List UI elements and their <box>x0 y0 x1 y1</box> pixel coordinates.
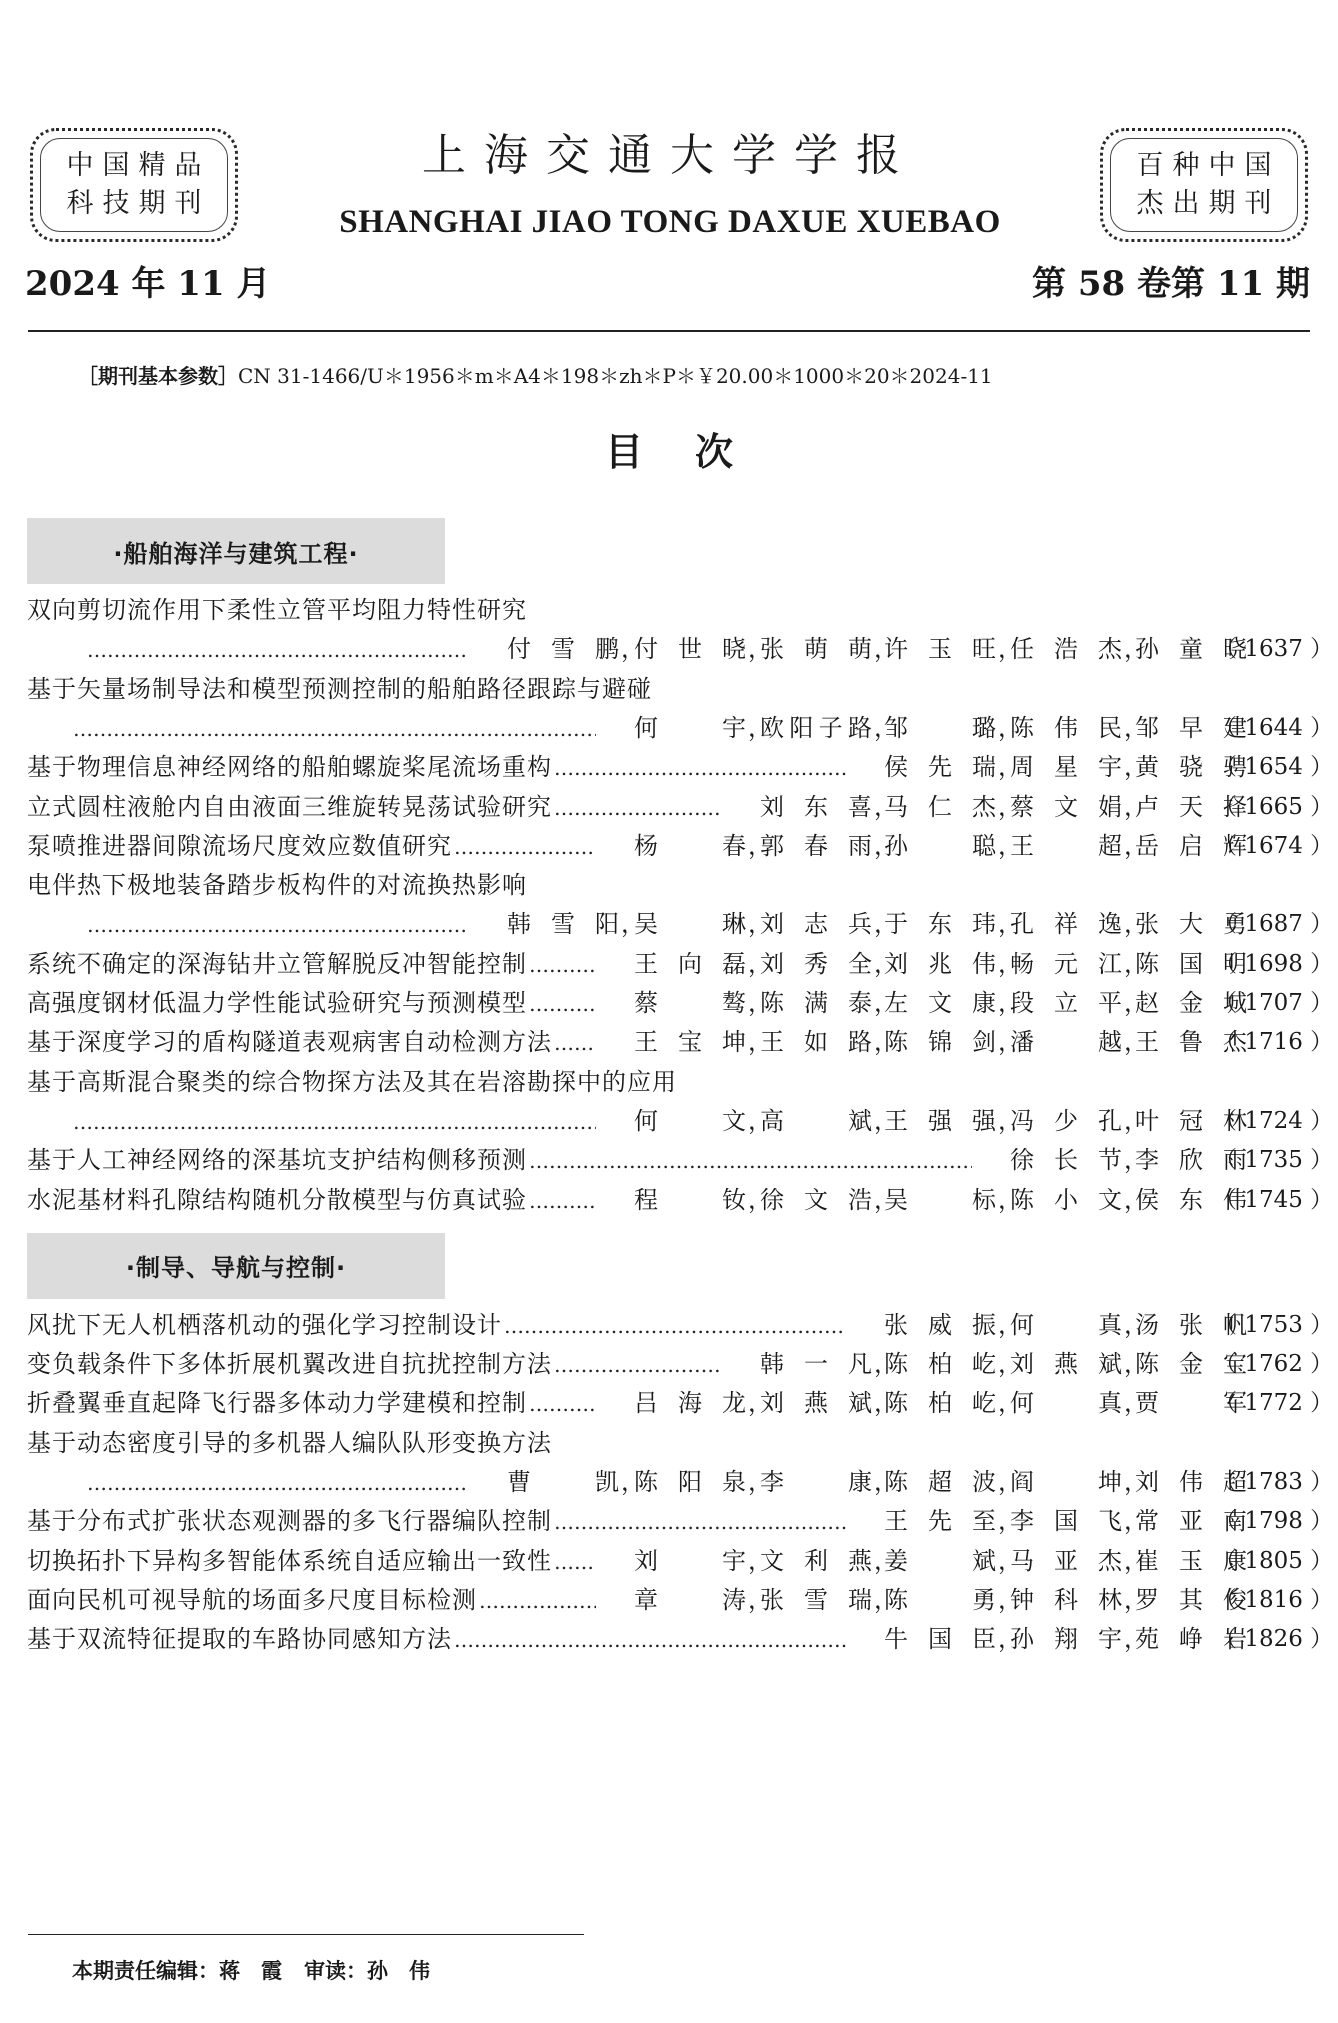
author-name: 张萌萌 ， <box>760 629 872 669</box>
author-name: 蔡文娟 ， <box>1010 787 1122 827</box>
toc-entry-row <box>27 1101 1310 1141</box>
author-name: 叶冠林 <box>1135 1106 1247 1135</box>
article-title: 变负载条件下多体折展机翼改进自抗扰控制方法 <box>27 1350 552 1379</box>
author-name: 畅元江 ， <box>1010 944 1122 984</box>
author-name: 王强强 ， <box>884 1101 996 1141</box>
author-name: 陈伟民 ， <box>1010 708 1122 748</box>
author-name: 张雪瑞 ， <box>760 1580 872 1620</box>
author-name: 马仁杰 ， <box>884 787 996 827</box>
footer-credits <box>72 1956 452 1986</box>
author-name: 张威振 ， <box>884 1305 996 1345</box>
page-number: （ 1716 ） <box>1214 1022 1310 1062</box>
page-number: （ 1805 ） <box>1214 1541 1310 1581</box>
toc-entry-title-line <box>27 1423 1310 1463</box>
author-name: 周星宇 ， <box>1010 747 1122 787</box>
section-heading: ·船舶海洋与建筑工程· <box>27 518 445 584</box>
author-name: 陈金宝 <box>1135 1350 1247 1379</box>
author-name: 王宝坤 ， <box>634 1022 746 1062</box>
author-name: 杨 春 ， <box>634 826 746 866</box>
toc-entry-title-line <box>27 1062 1310 1102</box>
author-name: 邹 璐 ， <box>884 708 996 748</box>
toc-entry-row <box>27 629 1310 669</box>
author-name: 刘志兵 ， <box>760 904 872 944</box>
author-name: 吴 琳 ， <box>634 904 746 944</box>
author-name: 任浩杰 ， <box>1010 629 1122 669</box>
badge-right-line2: 杰出期刊 <box>1136 188 1281 219</box>
dot-leader <box>554 787 722 827</box>
author-name: 钟科林 ， <box>1010 1580 1122 1620</box>
toc-entry-row <box>27 1619 1310 1659</box>
author-name: 孙翔宇 ， <box>1010 1619 1122 1659</box>
author-name: 段立平 ， <box>1010 983 1122 1023</box>
footer-reviewer: 审读：孙 伟 <box>304 1959 430 1983</box>
section-heading: ·制导、导航与控制· <box>27 1233 445 1299</box>
footer-editor: 本期责任编辑：蒋 霞 <box>72 1959 282 1983</box>
author-name: 文利燕 ， <box>760 1541 872 1581</box>
dot-leader <box>529 1140 972 1180</box>
author-name: 孙 聪 ， <box>884 826 996 866</box>
toc-entry-row <box>27 1580 1310 1620</box>
author-name: 陈柏屹 ， <box>884 1383 996 1423</box>
toc-entry-row <box>27 1501 1310 1541</box>
dot-leader <box>529 944 596 984</box>
page-number: （ 1674 ） <box>1214 826 1310 866</box>
author-name: 常亚南 <box>1135 1507 1247 1536</box>
page-number: （ 1772 ） <box>1214 1383 1310 1423</box>
author-name: 张大勇 <box>1135 910 1247 939</box>
dot-leader <box>504 1305 846 1345</box>
author-name: 何 真 ， <box>1010 1305 1122 1345</box>
author-name: 吕海龙 ， <box>634 1383 746 1423</box>
quality-badge-left <box>30 128 238 242</box>
dot-leader <box>529 1180 596 1220</box>
author-name: 郭春雨 ， <box>760 826 872 866</box>
article-title: 电伴热下极地装备踏步板构件的对流换热影响 <box>27 871 527 900</box>
author-name: 罗其俊 <box>1135 1585 1247 1614</box>
page-number: （ 1826 ） <box>1214 1619 1310 1659</box>
article-title: 基于深度学习的盾构隧道表观病害自动检测方法 <box>27 1028 552 1057</box>
author-name: 岳启辉 <box>1135 831 1247 860</box>
dot-leader <box>73 1101 596 1141</box>
dot-leader <box>454 826 596 866</box>
author-name: 王鲁杰 <box>1135 1028 1247 1057</box>
author-name: 姜 斌 ， <box>884 1541 996 1581</box>
article-title: 泵喷推进器间隙流场尺度效应数值研究 <box>27 831 452 860</box>
author-name: 陈阳泉 ， <box>634 1462 746 1502</box>
article-title: 面向民机可视导航的场面多尺度目标检测 <box>27 1585 477 1614</box>
author-name: 韩雪阳 ， <box>507 904 619 944</box>
page-number: （ 1798 ） <box>1214 1501 1310 1541</box>
toc-entry-row <box>27 904 1310 944</box>
page-number: （ 1644 ） <box>1214 708 1310 748</box>
page-number: （ 1816 ） <box>1214 1580 1310 1620</box>
author-name: 阎 坤 ， <box>1010 1462 1122 1502</box>
author-name: 卢天择 <box>1135 792 1247 821</box>
dot-leader <box>454 1619 846 1659</box>
article-title: 切换拓扑下异构多智能体系统自适应输出一致性 <box>27 1546 552 1575</box>
dot-leader <box>554 1501 846 1541</box>
params-value: CN 31-1466/U＊1956＊m＊A4＊198＊zh＊P＊￥20.00＊1000＊20＊2024-11 <box>238 364 993 388</box>
dot-leader <box>73 708 596 748</box>
author-name: 冯少孔 ， <box>1010 1101 1122 1141</box>
author-name: 于东玮 ， <box>884 904 996 944</box>
author-name: 刘燕斌 ， <box>1010 1344 1122 1384</box>
article-title: 折叠翼垂直起降飞行器多体动力学建模和控制 <box>27 1389 527 1418</box>
author-name: 苑峥岩 <box>1135 1625 1247 1654</box>
page-number: （ 1762 ） <box>1214 1344 1310 1384</box>
toc-entry-title-line <box>27 865 1310 905</box>
article-title: 基于分布式扩张状态观测器的多飞行器编队控制 <box>27 1507 552 1536</box>
author-name: 程 钕 ， <box>634 1180 746 1220</box>
author-name: 曹 凯 ， <box>507 1462 619 1502</box>
article-title: 基于双流特征提取的车路协同感知方法 <box>27 1625 452 1654</box>
footer-divider <box>28 1934 584 1935</box>
toc-heading: 目次 <box>604 430 785 474</box>
toc-entry-title-line <box>27 590 1310 630</box>
toc-entry-row <box>27 1383 1310 1423</box>
article-title: 基于动态密度引导的多机器人编队队形变换方法 <box>27 1428 552 1457</box>
author-name: 王向磊 ， <box>634 944 746 984</box>
page-number: （ 1735 ） <box>1214 1140 1310 1180</box>
toc-entry-title-line <box>27 669 1310 709</box>
page-number: （ 1783 ） <box>1214 1462 1310 1502</box>
author-name: 汤张帆 <box>1135 1310 1247 1339</box>
journal-title-cn: 上海交通大学学报 <box>422 130 918 181</box>
author-name: 侯先瑞 ， <box>884 747 996 787</box>
author-name: 刘秀全 ， <box>760 944 872 984</box>
author-name: 赵金城 <box>1135 989 1247 1017</box>
author-name: 高 斌 ， <box>760 1101 872 1141</box>
article-title: 基于高斯混合聚类的综合物探方法及其在岩溶勘探中的应用 <box>27 1067 677 1096</box>
page-number: （ 1753 ） <box>1214 1305 1310 1345</box>
page-number: （ 1654 ） <box>1214 747 1310 787</box>
page-number: （ 1665 ） <box>1214 787 1310 827</box>
author-name: 韩一凡 ， <box>760 1344 872 1384</box>
page-number: （ 1707 ） <box>1214 983 1310 1023</box>
author-name: 潘 越 ， <box>1010 1022 1122 1062</box>
article-title: 双向剪切流作用下柔性立管平均阻力特性研究 <box>27 596 527 624</box>
dot-leader <box>554 1022 596 1062</box>
toc-entry-row <box>27 1541 1310 1581</box>
journal-title-en: SHANGHAI JIAO TONG DAXUE XUEBAO <box>339 204 1001 240</box>
dot-leader <box>87 1462 469 1502</box>
page-number: （ 1724 ） <box>1214 1101 1310 1141</box>
article-title: 高强度钢材低温力学性能试验研究与预测模型 <box>27 989 527 1017</box>
article-title: 基于人工神经网络的深基坑支护结构侧移预测 <box>27 1146 527 1175</box>
author-name: 欧阳子路 ， <box>760 708 872 748</box>
author-name: 付世晓 ， <box>634 629 746 669</box>
toc-entry-row <box>27 1022 1310 1062</box>
author-name: 李国飞 ， <box>1010 1501 1122 1541</box>
page-number: （ 1637 ） <box>1214 629 1310 669</box>
author-name: 付雪鹏 ， <box>507 629 619 669</box>
article-title: 风扰下无人机栖落机动的强化学习控制设计 <box>27 1310 502 1339</box>
author-name: 左文康 ， <box>884 983 996 1023</box>
article-title: 水泥基材料孔隙结构随机分散模型与仿真试验 <box>27 1185 527 1214</box>
volume-issue: 第 58 卷第 11 期 <box>1032 264 1310 304</box>
author-name: 陈超波 ， <box>884 1462 996 1502</box>
author-name: 刘燕斌 ， <box>760 1383 872 1423</box>
badge-left-line1: 中国精品 <box>66 150 211 181</box>
author-name: 黄骁骋 <box>1135 753 1247 782</box>
author-name: 陈 勇 ， <box>884 1580 996 1620</box>
toc-entry-row <box>27 1462 1310 1502</box>
article-title: 立式圆柱液舱内自由液面三维旋转晃荡试验研究 <box>27 792 552 821</box>
dot-leader <box>479 1580 596 1620</box>
toc-entry-row <box>27 1180 1310 1220</box>
dot-leader <box>529 1383 596 1423</box>
author-name: 崔玉康 <box>1135 1546 1247 1575</box>
author-name: 王 超 ， <box>1010 826 1122 866</box>
toc-entry-row <box>27 1140 1310 1180</box>
author-name: 孙童晓 <box>1135 635 1247 664</box>
author-name: 陈锦剑 ， <box>884 1022 996 1062</box>
dot-leader <box>87 904 469 944</box>
author-name: 何 真 ， <box>1010 1383 1122 1423</box>
toc-entry-row <box>27 747 1310 787</box>
badge-left-line2: 科技期刊 <box>66 188 211 219</box>
author-name: 邹早建 <box>1135 713 1247 742</box>
author-name: 蔡 骜 ， <box>634 983 746 1023</box>
dot-leader <box>554 747 846 787</box>
badge-right-line1: 百种中国 <box>1136 150 1281 181</box>
quality-badge-right <box>1100 128 1308 242</box>
issue-date: 2024 年 11 月 <box>25 264 271 304</box>
author-name: 陈国明 <box>1135 949 1247 978</box>
author-name: 王先至 ， <box>884 1501 996 1541</box>
page-number: （ 1687 ） <box>1214 904 1310 944</box>
toc-entry-row <box>27 1305 1310 1345</box>
author-name: 孔祥逸 ， <box>1010 904 1122 944</box>
article-title: 基于物理信息神经网络的船舶螺旋桨尾流场重构 <box>27 753 552 782</box>
dot-leader <box>554 1541 596 1581</box>
params-label: ［期刊基本参数］ <box>78 364 238 388</box>
article-title: 系统不确定的深海钻井立管解脱反冲智能控制 <box>27 949 527 978</box>
author-name: 刘兆伟 ， <box>884 944 996 984</box>
dot-leader <box>87 629 469 669</box>
header-divider <box>28 330 1310 332</box>
dot-leader <box>554 1344 722 1384</box>
author-name: 侯东伟 <box>1135 1185 1247 1214</box>
author-name: 何 文 ， <box>634 1101 746 1141</box>
author-name: 刘东喜 ， <box>760 787 872 827</box>
author-name: 许玉旺 ， <box>884 629 996 669</box>
toc-entry-row <box>27 1344 1310 1384</box>
author-name: 陈柏屹 ， <box>884 1344 996 1384</box>
author-name: 章 涛 ， <box>634 1580 746 1620</box>
author-name: 牛国臣 ， <box>884 1619 996 1659</box>
dot-leader <box>529 983 596 1023</box>
toc-entry-row <box>27 708 1310 748</box>
author-name: 刘 宇 ， <box>634 1541 746 1581</box>
author-name: 徐长节 ， <box>1010 1140 1122 1180</box>
author-name: 李欣雨 <box>1135 1146 1247 1175</box>
toc-entry-row <box>27 944 1310 984</box>
author-name: 贾 军 <box>1135 1389 1247 1418</box>
author-name: 马亚杰 ， <box>1010 1541 1122 1581</box>
author-name: 陈满泰 ， <box>760 983 872 1023</box>
toc-entry-row <box>27 826 1310 866</box>
author-name: 刘伟超 <box>1135 1468 1247 1496</box>
author-name: 何 宇 ， <box>634 708 746 748</box>
author-name: 李 康 ， <box>760 1462 872 1502</box>
toc-entry-row <box>27 983 1310 1023</box>
article-title: 基于矢量场制导法和模型预测控制的船舶路径跟踪与避碰 <box>27 674 652 703</box>
toc-entry-row <box>27 787 1310 827</box>
journal-parameters <box>78 362 993 390</box>
page-number: （ 1745 ） <box>1214 1180 1310 1220</box>
page-number: （ 1698 ） <box>1214 944 1310 984</box>
author-name: 吴 标 ， <box>884 1180 996 1220</box>
author-name: 徐文浩 ， <box>760 1180 872 1220</box>
author-name: 陈小文 ， <box>1010 1180 1122 1220</box>
author-name: 王如路 ， <box>760 1022 872 1062</box>
